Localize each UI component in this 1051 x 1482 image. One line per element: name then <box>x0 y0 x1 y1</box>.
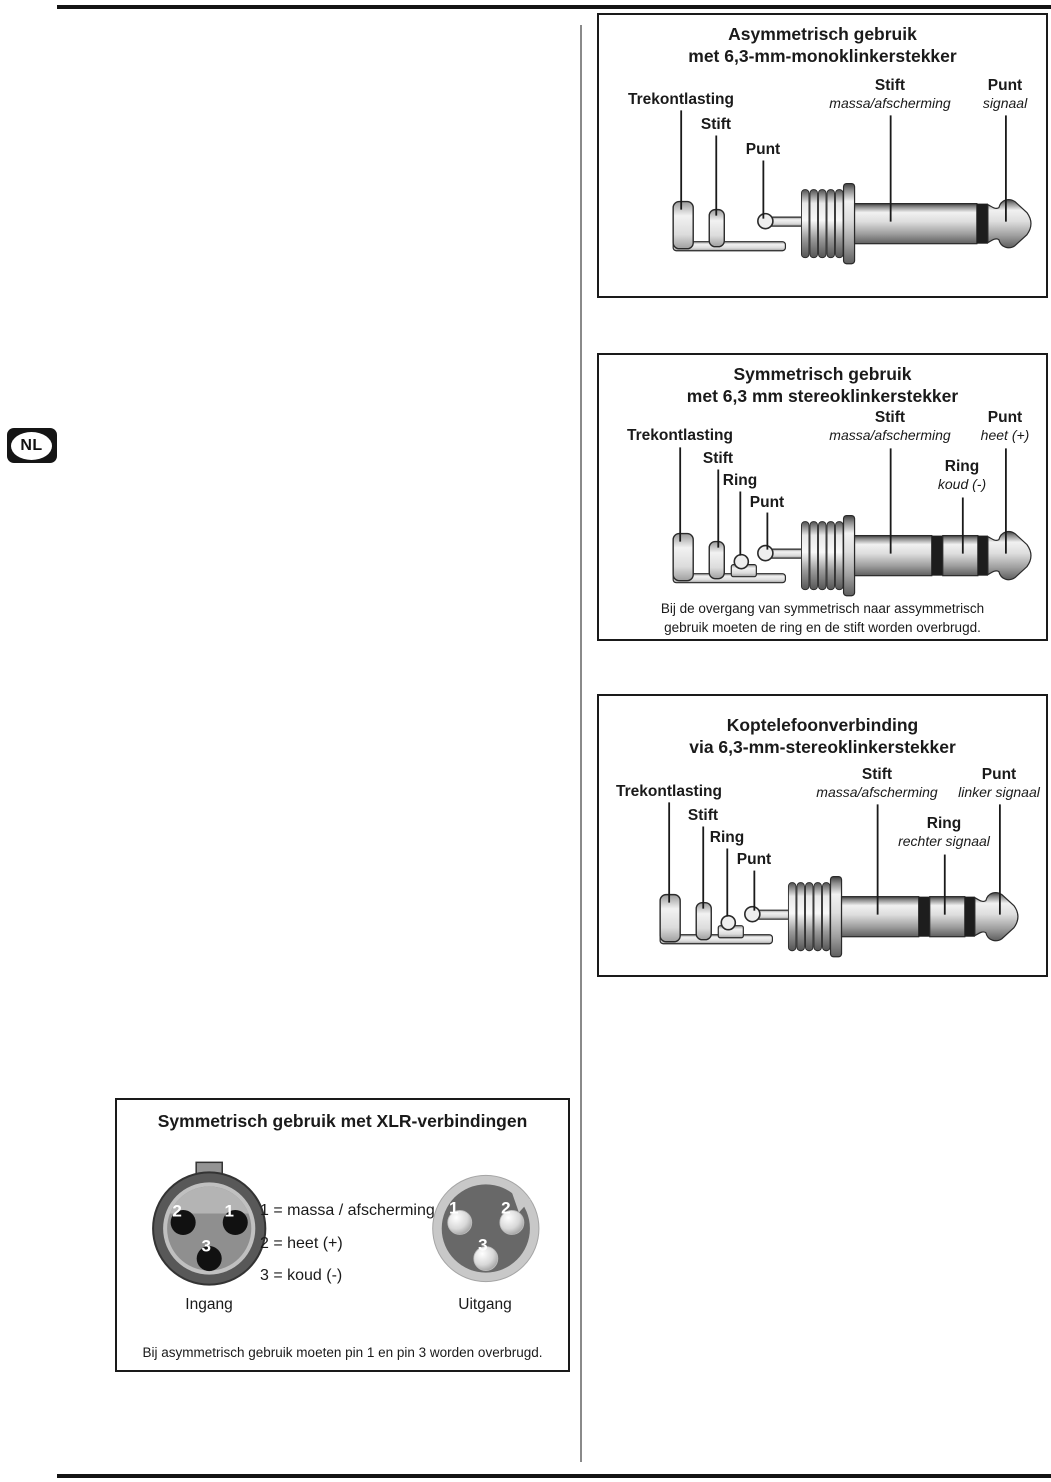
xlr-male-connector <box>433 1175 539 1281</box>
panel-headphone-stereo-jack <box>597 694 1048 977</box>
panel-title-line1: Symmetrisch gebruik <box>733 364 912 384</box>
language-badge <box>7 428 57 463</box>
label-sleeve-name: Stift <box>874 409 906 426</box>
label-tip-desc: heet (+) <box>980 427 1030 443</box>
label-strain-relief: Trekontlasting <box>628 91 734 108</box>
label-ring-desc: rechter signaal <box>898 833 990 849</box>
label-ring-name: Ring <box>926 815 962 832</box>
label-sleeve-lug: Stift <box>702 450 734 467</box>
panel-title <box>599 714 1046 758</box>
label-strain-relief: Trekontlasting <box>627 427 733 444</box>
xlr-legend-pin1: 1 = massa / afscherming <box>260 1202 435 1219</box>
panel-note-line2: gebruik moeten de ring en de stift worden overbrugd. <box>664 620 981 635</box>
panel-note-line1: Bij de overgang van symmetrisch naar assymmetrisch <box>660 601 985 616</box>
language-badge-oval <box>11 432 52 460</box>
label-sleeve-lug: Stift <box>700 116 732 133</box>
label-ring-name: Ring <box>944 458 980 475</box>
label-strain-relief: Trekontlasting <box>616 783 722 800</box>
panel-title-line1: Asymmetrisch gebruik <box>728 24 917 44</box>
label-sleeve-desc: massa/afscherming <box>829 427 951 443</box>
label-sleeve-desc: massa/afscherming <box>829 95 951 111</box>
label-ring-lug: Ring <box>709 829 745 846</box>
label-sleeve-lug: Stift <box>687 807 719 824</box>
panel-symmetric-stereo-jack <box>597 353 1048 641</box>
xlr-male-pin-number: 2 <box>501 1198 511 1218</box>
panel-title-line2: met 6,3 mm stereoklinkerstekker <box>686 386 959 406</box>
panel-asymmetric-mono-jack <box>597 13 1048 298</box>
panel-title <box>599 363 1046 407</box>
panel-title: Symmetrisch gebruik met XLR-verbindingen <box>157 1111 528 1131</box>
label-tip-name: Punt <box>981 766 1017 783</box>
label-tip-desc: signaal <box>982 95 1028 111</box>
panel-title-line2: via 6,3-mm-stereoklinkerstekker <box>689 737 956 757</box>
panel-note: Bij asymmetrisch gebruik moeten pin 1 en pin 3 worden overbrugd. <box>142 1345 543 1360</box>
label-sleeve-name: Stift <box>874 77 906 94</box>
xlr-male-pin-number: 1 <box>449 1198 459 1218</box>
panel-title-line2: met 6,3-mm-monoklinkerstekker <box>688 46 957 66</box>
panel-title <box>599 23 1046 67</box>
label-tip-desc: linker signaal <box>958 784 1040 800</box>
language-badge-text: NL <box>20 436 43 454</box>
label-tip-lug: Punt <box>736 851 772 868</box>
panel-xlr-connections <box>115 1098 570 1372</box>
xlr-female-pin-number: 3 <box>201 1236 211 1256</box>
label-sleeve-desc: massa/afscherming <box>816 784 938 800</box>
label-sleeve-name: Stift <box>861 766 893 783</box>
top-rule <box>57 5 1051 9</box>
label-ring-lug: Ring <box>722 472 758 489</box>
column-divider <box>580 25 582 1462</box>
xlr-female-pin-number: 2 <box>172 1201 182 1221</box>
label-ring-desc: koud (-) <box>937 476 987 492</box>
bottom-rule <box>57 1474 1051 1478</box>
panel-title-line1: Koptelefoonverbinding <box>726 715 919 735</box>
xlr-legend-pin2: 2 = heet (+) <box>260 1235 343 1252</box>
label-tip-name: Punt <box>987 77 1023 94</box>
label-tip-lug: Punt <box>745 141 781 158</box>
xlr-male-pin-number: 3 <box>478 1235 488 1255</box>
label-tip-name: Punt <box>987 409 1023 426</box>
xlr-legend-pin3: 3 = koud (-) <box>260 1267 343 1284</box>
xlr-output-caption: Uitgang <box>458 1296 512 1313</box>
xlr-input-caption: Ingang <box>185 1296 233 1313</box>
xlr-female-connector <box>153 1162 265 1284</box>
label-tip-lug: Punt <box>749 494 785 511</box>
xlr-female-pin-number: 1 <box>224 1201 234 1221</box>
